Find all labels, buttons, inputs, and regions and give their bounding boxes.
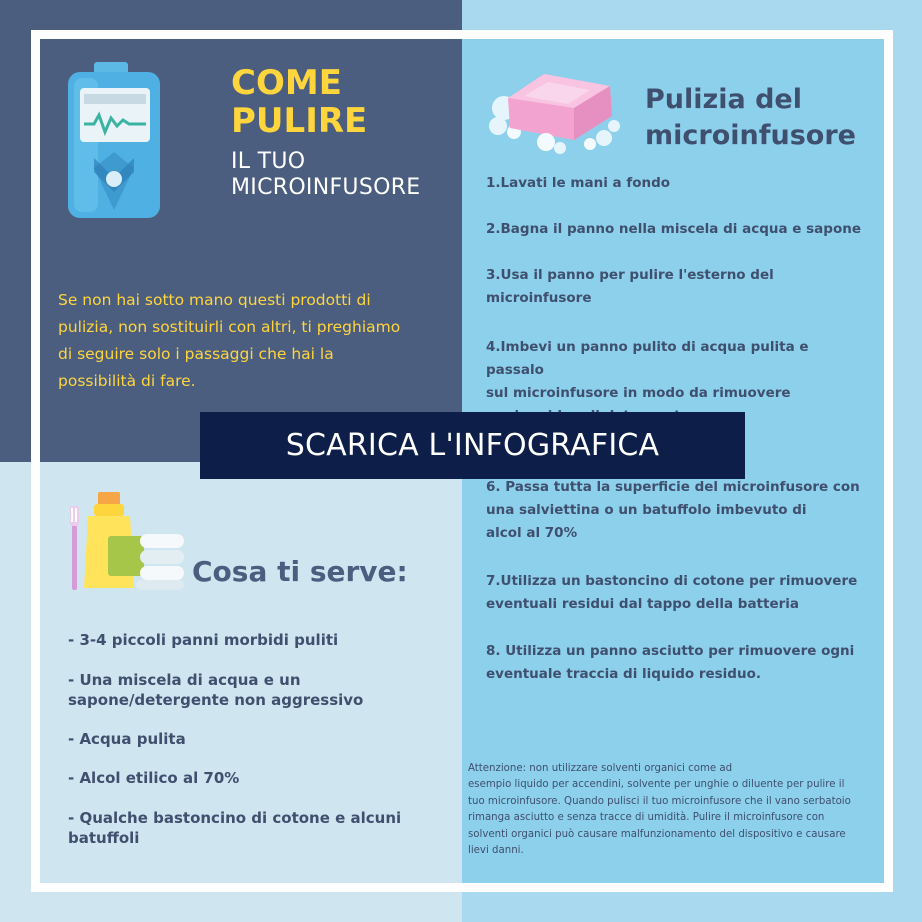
cleaning-title: Pulizia del microinfusore [645,84,856,151]
needs-item: - Acqua pulita [68,730,186,748]
subtitle-line-1: IL TUO [231,149,306,174]
needs-title: Cosa ti serve: [192,555,408,588]
cleaning-step: 8. Utilizza un panno asciutto per rimuovere ogni eventuale traccia di liquido residuo. [486,643,855,682]
cleaning-step: 2.Bagna il panno nella miscela di acqua e sapone [486,221,861,237]
download-infographic-button[interactable]: SCARICA L'INFOGRAFICA [200,412,745,479]
needs-item: - Una miscela di acqua e un sapone/detergente non aggressivo [68,671,364,709]
cleaning-step: 7.Utilizza un bastoncino di cotone per rimuovere eventuali residui dal tappo della batteria [486,573,858,612]
needs-item: - Alcol etilico al 70% [68,769,240,787]
page-subtitle [231,149,421,201]
cleaning-supplies-icon [62,490,186,594]
title-line-1: COME [231,63,342,103]
subtitle-line-2: MICROINFUSORE [231,175,421,200]
page-title [231,64,367,140]
cleaning-step: 1.Lavati le mani a fondo [486,175,671,191]
intro-text: Se non hai sotto mano questi prodotti di pulizia, non sostituirli con altri, ti preghiamo di seguire solo i passaggi che hai la possibilità di fare. [58,291,401,390]
cleaning-step: 4.Imbevi un panno pulito di acqua pulita e passalo sul microinfusore in modo da rimuovere [486,339,809,401]
needs-item: - Qualche bastoncino di cotone e alcuni batuffoli [68,809,402,847]
needs-item: - 3-4 piccoli panni morbidi puliti [68,631,339,649]
warning-note: Attenzione: non utilizzare solventi organici come ad esempio liquido per accendini, solvente per unghie o diluente per pulire il tuo microinfusore. Quando pulisci il tuo microinfusore che il vano serbatoio rimanga asciutto e senza tracce di umidità. Pulire il microinfusore con solventi organici può causare malfunzionamento del dispositivo e causare lievi danni. [468,763,851,857]
cleaning-step-partial [724,428,922,451]
title-line-2: PULIRE [231,101,368,141]
insulin-pump-icon [64,60,164,222]
cleaning-step: 6. Passa tutta la superficie del microinfusore con una salviettina o un batuffolo imbevuto di alcol al 70% [486,479,860,541]
soap-bar-icon [486,68,626,156]
cleaning-step: 3.Usa il panno per pulire l'esterno del microinfusore [486,267,774,306]
